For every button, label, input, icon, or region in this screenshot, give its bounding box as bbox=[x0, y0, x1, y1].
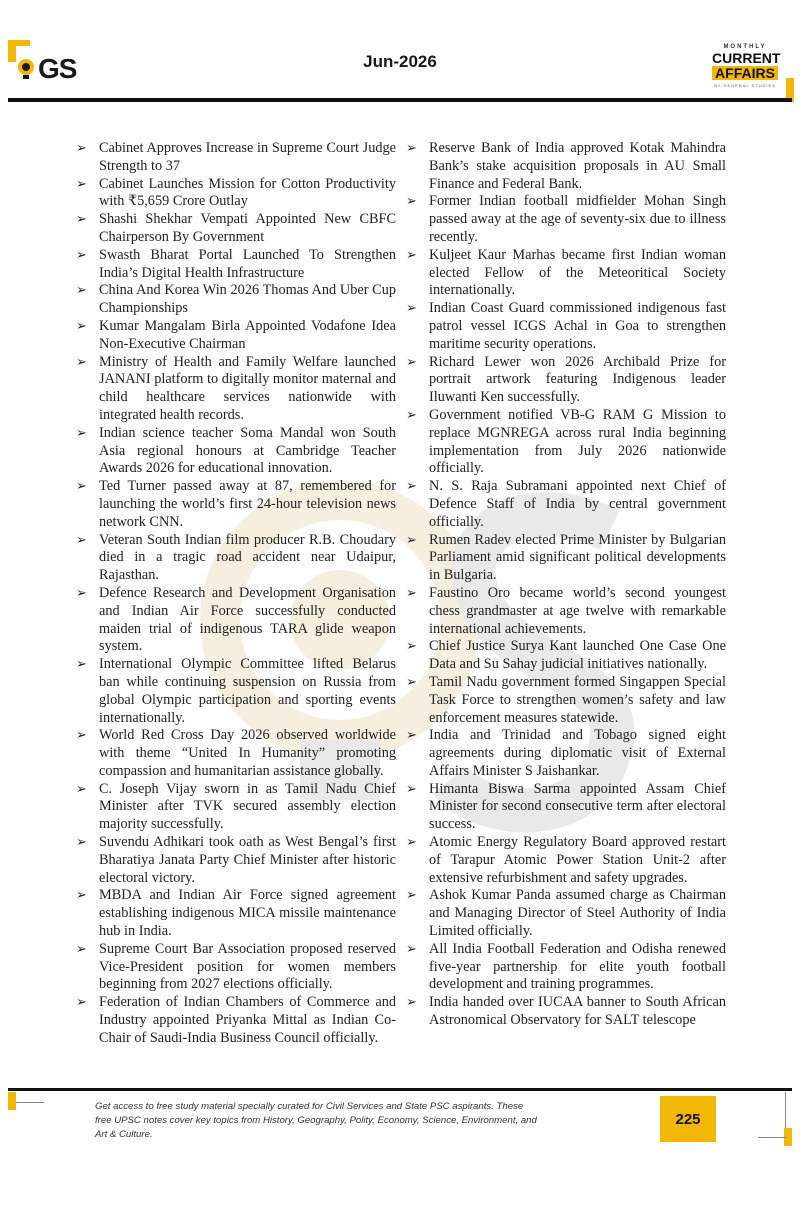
arrow-bullet-icon: ➢ bbox=[406, 888, 417, 904]
arrow-bullet-icon: ➢ bbox=[76, 247, 87, 263]
arrow-bullet-icon: ➢ bbox=[406, 941, 417, 957]
current-affairs-badge bbox=[712, 44, 781, 90]
footer-accent-line bbox=[758, 1137, 786, 1138]
list-item: ➢ Veteran South Indian film producer R.B. Choudary died in a tragic road accident near Udaipur, Rajasthan. bbox=[76, 531, 396, 584]
header-accent-bar bbox=[8, 40, 30, 46]
arrow-bullet-icon: ➢ bbox=[76, 728, 87, 744]
header-divider bbox=[8, 98, 792, 102]
list-item: ➢ Government notified VB-G RAM G Mission to replace MGNREGA across rural India beginning implementation from July 2026 nationwide officially. bbox=[406, 406, 726, 477]
arrow-bullet-icon: ➢ bbox=[76, 354, 87, 370]
list-item: ➢ Former Indian football midfielder Mohan Singh passed away at the age of seventy-six due to illness recently. bbox=[406, 193, 726, 245]
footer-accent-line bbox=[16, 1102, 44, 1103]
page-header bbox=[0, 0, 800, 108]
news-column-right bbox=[404, 140, 726, 1030]
arrow-bullet-icon: ➢ bbox=[406, 781, 417, 797]
list-item: ➢ C. Joseph Vijay sworn in as Tamil Nadu Chief Minister after TVK secured assembly election majority successfully. bbox=[76, 780, 396, 833]
footer-text: Get access to free study material specially curated for Civil Services and State PSC aspirants. These free UPSC notes cover key topics from History, Geography, Polity, Economy, Science, Environment, and Art & Culture. bbox=[95, 1101, 537, 1140]
logo-text: GS bbox=[38, 53, 77, 84]
arrow-bullet-icon: ➢ bbox=[406, 835, 417, 851]
list-item: ➢ Atomic Energy Regulatory Board approved restart of Tarapur Atomic Power Station Unit-2 after extensive refurbishment and safety upgrades. bbox=[406, 834, 726, 886]
arrow-bullet-icon: ➢ bbox=[76, 318, 87, 334]
list-item: ➢ MBDA and Indian Air Force signed agreement establishing indigenous MICA missile maintenance hub in India. bbox=[76, 887, 396, 940]
arrow-bullet-icon: ➢ bbox=[76, 212, 87, 228]
arrow-bullet-icon: ➢ bbox=[76, 888, 87, 904]
list-item: ➢ World Red Cross Day 2026 observed worldwide with theme “United In Humanity” promoting compassion and humanitarian assistance globally. bbox=[76, 727, 396, 779]
footer-divider bbox=[8, 1088, 792, 1091]
list-item: ➢ Shashi Shekhar Vempati Appointed New CBFC Chairperson By Government bbox=[76, 211, 396, 245]
arrow-bullet-icon: ➢ bbox=[406, 479, 417, 495]
list-item: ➢ Himanta Biswa Sarma appointed Assam Chief Minister for second consecutive term after electoral success. bbox=[406, 780, 726, 833]
list-item: ➢ Ted Turner passed away at 87, remembered for launching the world’s first 24-hour television news network CNN. bbox=[76, 478, 396, 530]
list-item: ➢ Suvendu Adhikari took oath as West Bengal’s first Bharatiya Janata Party Chief Minister after historic electoral victory. bbox=[76, 834, 396, 886]
list-item: ➢ Richard Lewer won 2026 Archibald Prize for portrait artwork featuring Indigenous leader Iluwanti Ken successfully. bbox=[406, 353, 726, 406]
list-item: ➢ Indian Coast Guard commissioned indigenous fast patrol vessel ICGS Achal in Goa to strengthen maritime security operations. bbox=[406, 300, 726, 352]
list-item: ➢ Supreme Court Bar Association proposed reserved Vice-President position for women members beginning from 2027 elections officially. bbox=[76, 940, 396, 993]
list-item: ➢ Defence Research and Development Organisation and Indian Air Force successfully conducted maiden trial of indigenous TARA glide weapon system. bbox=[76, 584, 396, 655]
news-column-left bbox=[74, 140, 396, 1048]
page-number: 225 bbox=[660, 1096, 716, 1142]
news-list-right bbox=[404, 140, 726, 1030]
arrow-bullet-icon: ➢ bbox=[406, 301, 417, 317]
arrow-bullet-icon: ➢ bbox=[406, 674, 417, 690]
badge-by: BY-GENERAL STUDIES bbox=[714, 83, 776, 88]
list-item: ➢ Swasth Bharat Portal Launched To Strengthen India’s Digital Health Infrastructure bbox=[76, 246, 396, 281]
arrow-bullet-icon: ➢ bbox=[406, 585, 417, 601]
arrow-bullet-icon: ➢ bbox=[76, 941, 87, 957]
arrow-bullet-icon: ➢ bbox=[406, 639, 417, 655]
list-item: ➢ International Olympic Committee lifted Belarus ban while continuing suspension on Russia from global Olympic participation and sporting events internationally. bbox=[76, 656, 396, 726]
arrow-bullet-icon: ➢ bbox=[76, 141, 87, 156]
list-item: ➢ China And Korea Win 2026 Thomas And Uber Cup Championships bbox=[76, 282, 396, 317]
arrow-bullet-icon: ➢ bbox=[406, 995, 417, 1011]
arrow-bullet-icon: ➢ bbox=[76, 176, 87, 192]
list-item: ➢ Federation of Indian Chambers of Commerce and Industry appointed Priyanka Mittal as Indian Co-Chair of Saudi-India Business Council officially. bbox=[76, 994, 396, 1046]
arrow-bullet-icon: ➢ bbox=[76, 532, 87, 548]
arrow-bullet-icon: ➢ bbox=[406, 532, 417, 548]
list-item: ➢ Cabinet Approves Increase in Supreme Court Judge Strength to 37 bbox=[76, 140, 396, 174]
list-item: ➢ India handed over IUCAA banner to South African Astronomical Observatory for SALT telescope bbox=[406, 994, 726, 1029]
list-item: ➢ Faustino Oro became world’s second youngest chess grandmaster at age twelve with remarkable international achievements. bbox=[406, 584, 726, 637]
news-list-left bbox=[74, 140, 396, 1048]
list-item: ➢ India and Trinidad and Tobago signed eight agreements during diplomatic visit of External Affairs Minister S Jaishankar. bbox=[406, 727, 726, 779]
arrow-bullet-icon: ➢ bbox=[406, 247, 417, 263]
list-item: ➢ Reserve Bank of India approved Kotak Mahindra Bank’s stake acquisition proposals in AU Small Finance and Federal Bank. bbox=[406, 140, 726, 192]
list-item: ➢ All India Football Federation and Odisha renewed five-year partnership for elite youth football development and training programmes. bbox=[406, 940, 726, 993]
list-item: ➢ Indian science teacher Soma Mandal won South Asia regional honours at Cambridge Teacher Awards 2026 for educational innovation. bbox=[76, 424, 396, 477]
list-item: ➢ Chief Justice Surya Kant launched One Case One Data and Su Sahay judicial initiatives nationally. bbox=[406, 638, 726, 673]
list-item: ➢ Ashok Kumar Panda assumed charge as Chairman and Managing Director of Steel Authority of India Limited officially. bbox=[406, 887, 726, 940]
footer-accent-line bbox=[785, 1092, 786, 1130]
arrow-bullet-icon: ➢ bbox=[406, 141, 417, 156]
badge-current: CURRENT bbox=[712, 50, 781, 66]
arrow-bullet-icon: ➢ bbox=[406, 354, 417, 370]
arrow-bullet-icon: ➢ bbox=[76, 479, 87, 495]
list-item: ➢ Tamil Nadu government formed Singappen Special Task Force to strengthen women’s safety and law enforcement measures statewide. bbox=[406, 673, 726, 726]
page-title: Jun-2026 bbox=[363, 52, 437, 71]
list-item: ➢ Rumen Radev elected Prime Minister by Bulgarian Parliament amid significant political developments in Bulgaria. bbox=[406, 531, 726, 584]
arrow-bullet-icon: ➢ bbox=[406, 194, 417, 210]
list-item: ➢ Kumar Mangalam Birla Appointed Vodafone Idea Non-Executive Chairman bbox=[76, 317, 396, 352]
arrow-bullet-icon: ➢ bbox=[406, 407, 417, 423]
arrow-bullet-icon: ➢ bbox=[76, 425, 87, 441]
list-item: ➢ Cabinet Launches Mission for Cotton Productivity with ₹5,659 Crore Outlay bbox=[76, 175, 396, 210]
arrow-bullet-icon: ➢ bbox=[76, 283, 87, 299]
badge-monthly: MONTHLY bbox=[723, 44, 767, 50]
badge-affairs: AFFAIRS bbox=[712, 66, 778, 80]
arrow-bullet-icon: ➢ bbox=[76, 835, 87, 851]
footer-accent-bar bbox=[8, 1092, 16, 1110]
list-item: ➢ Ministry of Health and Family Welfare launched JANANI platform to digitally monitor maternal and child healthcare services nationwide with integrated health records. bbox=[76, 353, 396, 423]
arrow-bullet-icon: ➢ bbox=[76, 995, 87, 1011]
arrow-bullet-icon: ➢ bbox=[406, 728, 417, 744]
arrow-bullet-icon: ➢ bbox=[76, 585, 87, 601]
arrow-bullet-icon: ➢ bbox=[76, 657, 87, 673]
list-item: ➢ Kuljeet Kaur Marhas became first Indian woman elected Fellow of the Meteoritical Society internationally. bbox=[406, 246, 726, 299]
list-item: ➢ N. S. Raja Subramani appointed next Chief of Defence Staff of India by central government officially. bbox=[406, 478, 726, 530]
arrow-bullet-icon: ➢ bbox=[76, 781, 87, 797]
